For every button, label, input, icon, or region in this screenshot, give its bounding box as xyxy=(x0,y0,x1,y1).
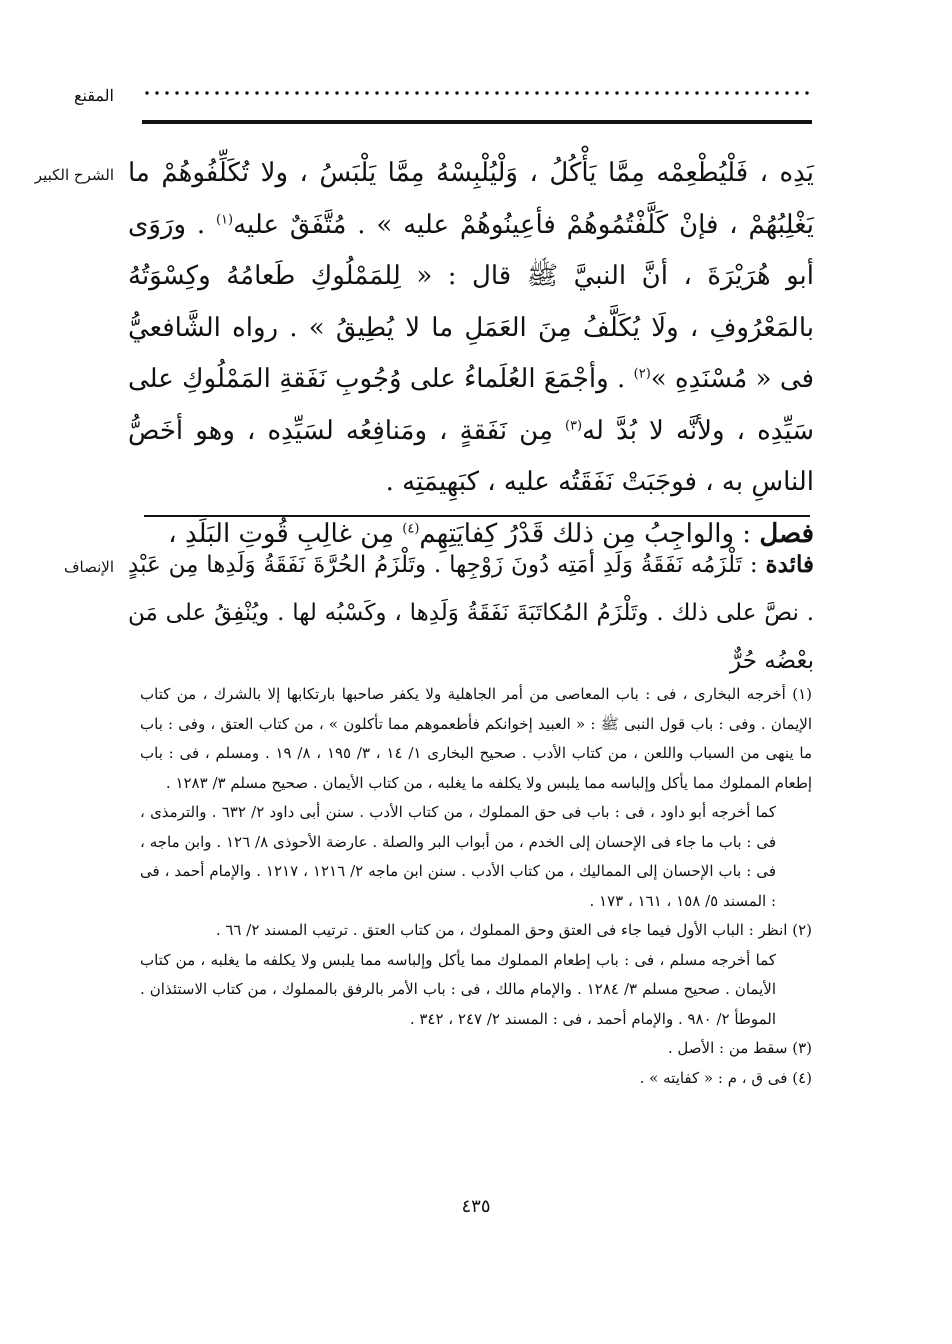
footnote-4: (٤) فى ق ، م : « كفايته » . xyxy=(639,1068,812,1087)
running-header-title: المقنع xyxy=(73,86,114,105)
main-paragraph-1 xyxy=(128,148,814,509)
main-text-segment: مِن غالِبِ قُوتِ البَلَدِ ، xyxy=(168,518,403,549)
section-label-faida: فائدة xyxy=(765,551,814,578)
page-number: ٤٣٥ xyxy=(461,1196,491,1217)
section-label-fasl: فصل xyxy=(759,518,814,549)
insaf-text-segment: : تَلْزَمُه نَفَقَةُ وَلَدِ أمَتِه دُونَ زَوْجِها . وتَلْزَمُ الحُرَّةَ نَفَقَةُ وَلَدِها مِن عَبْدٍ . نصَّ على ذلك . وتَلْزَمُ المُكاتَبَةَ نَفَقَةُ وَلَدِها ، وكَسْبُه لها . ويُنْفِقُ على مَن بعْضُه حُرٌّ xyxy=(128,552,814,674)
insaf-text xyxy=(128,541,814,685)
main-commentary-text xyxy=(128,148,814,560)
footnote-2-continued: كما أخرجه مسلم ، فى : باب إطعام المملوك مما يأكل وإلباسه مما يلبس ولا يكلفه ما يغلبه ، من كتاب الأيمان . صحيح مسلم ٣/ ١٢٨٤ . والإمام مالك ، فى : باب الأمر بالرفق بالمملوك ، من كتاب الاستئذان . الموطأ ٢/ ٩٨٠ . والإمام أحمد ، فى : المسند ٢/ ٢٤٧ ، ٣٤٢ . xyxy=(140,950,776,1028)
header-rule xyxy=(142,120,812,124)
header-dotted-line xyxy=(142,90,810,96)
footnote-ref-1[interactable]: (١) xyxy=(215,211,234,227)
footnote-1: (١) أخرجه البخارى ، فى : باب المعاصى من أمر الجاهلية ولا يكفر صاحبها بارتكابها إلا بالشرك ، من كتاب الإيمان . وفى : باب قول النبى ﷺ : « العبيد إخوانكم فأطعموهم مما تأكلون » ، من كتاب العتق ، وفى : باب ما ينهى من السباب واللعن ، من كتاب الأدب . صحيح البخارى ١/ ١٤ ، ٣/ ١٩٥ ، ٨/ ١٩ . ومسلم ، فى : باب إطعام المملوك مما يأكل وإلباسه مما يلبس ولا يكلفه ما يغلبه ، من كتاب الأيمان . صحيح مسلم ٣/ ١٢٨٣ . xyxy=(140,685,813,792)
insaf-paragraph xyxy=(128,541,814,685)
main-text-segment: . وأجْمَعَ العُلَماءُ على وُجُوبِ نَفَقةِ المَمْلُوكِ على سَيِّدِه ، ولأنَّه لا بُدَّ له xyxy=(128,364,814,446)
side-label-sharh: الشرح الكبير xyxy=(34,166,114,184)
footnote-2: (٢) انظر : الباب الأول فيما جاء فى العتق وحق المملوك ، من كتاب العتق . ترتيب المسند ٢/ ٦٦ . xyxy=(215,921,812,939)
footnote-ref-4[interactable]: (٤) xyxy=(402,520,420,536)
main-text-segment: يَدِه ، فَلْيُطْعِمْه مِمَّا يَأْكُلُ ، وَلْيُلْبِسْهُ مِمَّا يَلْبَسُ ، ولا تُكَلِّفُوهُمْ ما يَغْلِبُهُمْ ، فإنْ كَلَّفْتُمُوهُمْ فأعِينُوهُمْ عليه » . مُتَّفَقٌ عليه xyxy=(128,158,815,240)
side-label-insaf: الإنصاف xyxy=(63,558,114,576)
footnotes xyxy=(140,680,812,1093)
footnote-3: (٣) سقط من : الأصل . xyxy=(667,1039,812,1057)
footnote-ref-2[interactable]: (٢) xyxy=(633,366,651,382)
footnote-ref-3[interactable]: (٣) xyxy=(564,417,583,433)
footnote-1-continued: كما أخرجه أبو داود ، فى : باب فى حق المملوك ، من كتاب الأدب . سنن أبى داود ٢/ ٦٣٢ . والترمذى ، فى : باب ما جاء فى الإحسان إلى الخدم ، من أبواب البر والصلة . عارضة الأحوذى ٨/ ١٢٦ . وابن ماجه ، فى : باب الإحسان إلى المماليك ، من كتاب الأدب . سنن ابن ماجه ٢/ ١٢١٦ ، ١٢١٧ . والإمام أحمد ، فى : المسند ٥/ ١٥٨ ، ١٦١ ، ١٧٣ . xyxy=(140,803,777,910)
main-text-segment: : والواجِبُ مِن ذلك قَدْرُ كِفايَتِهِم xyxy=(419,518,760,549)
section-divider xyxy=(144,515,810,517)
main-text-segment: مِن نَفَقةٍ ، ومَنافِعُه لسَيِّدِه ، وهو أخَصُّ الناسِ به ، فوجَبَتْ نَفَقَتُه عليه ، كبَهِيمَتِه . xyxy=(128,415,814,497)
main-text-segment: . ورَوَى أبو هُرَيْرَةَ ، أنَّ النبيَّ ﷺ قال : « لِلمَمْلُوكِ طَعامُهُ وكِسْوَتُهُ بالمَعْرُوفِ ، ولَا يُكَلَّفُ مِنَ العَمَلِ ما لا يُطِيقُ » . رواه الشَّافعيُّ فى « مُسْنَدِهِ » xyxy=(128,209,814,394)
